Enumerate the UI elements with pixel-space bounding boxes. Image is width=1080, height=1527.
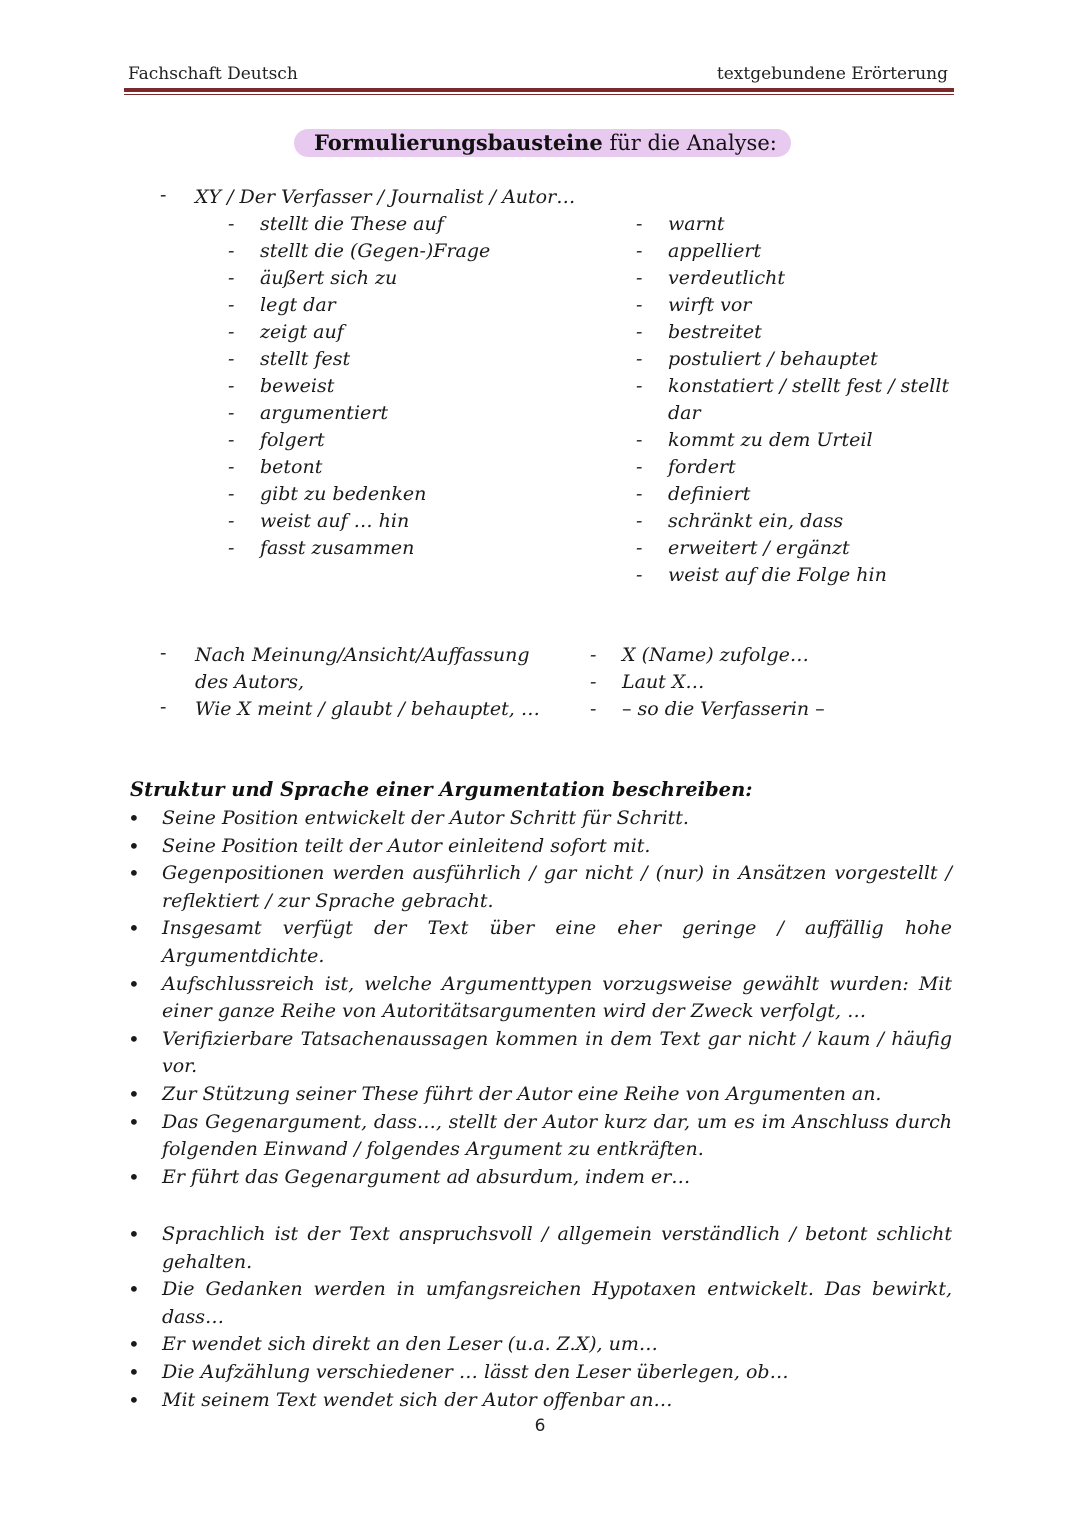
list-item-text: warnt: [668, 213, 725, 235]
list-item-text: bestreitet: [668, 321, 762, 343]
list-item: [636, 265, 949, 292]
dash-marker: -: [228, 402, 235, 424]
list-item: [228, 373, 490, 400]
list-item: [590, 669, 825, 696]
opinion-dash-1: -: [160, 642, 167, 664]
opinion-left-1a: Nach Meinung/Ansicht/Auffassung: [195, 644, 530, 666]
dash-marker: -: [636, 213, 643, 235]
header-rule: [124, 88, 954, 92]
title-rest: für die Analyse:: [602, 131, 777, 155]
opinion-left-2: Wie X meint / glaubt / behauptet, …: [195, 698, 540, 720]
list-item-text: kommt zu dem Urteil: [668, 429, 873, 451]
dash-marker: -: [228, 321, 235, 343]
page-number: 6: [534, 1416, 546, 1436]
dash-marker: -: [636, 375, 643, 397]
dash-marker: -: [636, 564, 643, 586]
dash-marker: -: [636, 240, 643, 262]
list-item: [636, 292, 949, 319]
list-item-text: fordert: [668, 456, 736, 478]
dash-marker: -: [636, 348, 643, 370]
page-title: [294, 129, 791, 157]
list-item-text: fasst zusammen: [260, 537, 415, 559]
list-item-text: postuliert / behauptet: [668, 348, 878, 370]
list-item-text: legt dar: [260, 294, 336, 316]
structure-list-2: [130, 1221, 952, 1414]
list-item-text: weist auf die Folge hin: [668, 564, 887, 586]
list-item-text: stellt die (Gegen-)Frage: [260, 240, 491, 262]
list-item-text: zeigt auf: [260, 321, 344, 343]
list-item: [636, 508, 949, 535]
bullet-item: • Er führt das Gegenargument ad absurdum, indem er…: [130, 1164, 952, 1192]
dash-marker: -: [636, 537, 643, 559]
list-item: [636, 346, 949, 373]
dash-marker: -: [228, 213, 235, 235]
bullet-item: • Mit seinem Text wendet sich der Autor offenbar an…: [130, 1387, 952, 1415]
list-item: [636, 562, 949, 589]
bullet-item: • Verifizierbare Tatsachenaussagen kommen in dem Text gar nicht / kaum / häufig vor.: [130, 1026, 952, 1081]
list-item: [228, 211, 490, 238]
list-item: [636, 481, 949, 508]
opinion-right-list: [590, 642, 825, 723]
bullet-item: • Sprachlich ist der Text anspruchsvoll / allgemein verständlich / betont schlicht gehalten.: [130, 1221, 952, 1276]
header-topic: textgebundene Erörterung: [716, 64, 948, 84]
list-item: [228, 454, 490, 481]
dash-marker: -: [228, 483, 235, 505]
list-item-text: gibt zu bedenken: [260, 483, 427, 505]
list-item-text: definiert: [668, 483, 751, 505]
dash-marker: -: [228, 456, 235, 478]
list-item: [636, 427, 949, 454]
list-item: [228, 265, 490, 292]
bullet-item: • Das Gegenargument, dass…, stellt der Autor kurz dar, um es im Anschluss durch folgenden Einwand / folgendes Argument zu entkräften.: [130, 1109, 952, 1164]
dash-marker: -: [636, 483, 643, 505]
list-item-text: erweitert / ergänzt: [668, 537, 850, 559]
header-subject: Fachschaft Deutsch: [128, 64, 298, 84]
list-item-text: konstatiert / stellt fest / stellt: [668, 375, 950, 397]
title-bold: Formulierungsbausteine: [314, 130, 603, 155]
continuation-text: dar: [668, 402, 701, 424]
list-item: [228, 508, 490, 535]
list-item-text: argumentiert: [260, 402, 388, 424]
dash-marker: -: [590, 644, 597, 666]
list-item: [228, 346, 490, 373]
list-item-text: betont: [260, 456, 323, 478]
list-item: [590, 642, 825, 669]
dash-marker: -: [228, 375, 235, 397]
bullet-item: • Zur Stützung seiner These führt der Autor eine Reihe von Argumenten an.: [130, 1081, 952, 1109]
dash-marker: -: [228, 510, 235, 532]
list-item: [228, 238, 491, 265]
list-item: [636, 211, 949, 238]
bullet-item: • Seine Position teilt der Autor einleitend sofort mit.: [130, 833, 952, 861]
list-item-text: Laut X…: [622, 671, 705, 693]
list-item-text: verdeutlicht: [668, 267, 786, 289]
header-rule-thin: [124, 94, 954, 95]
list-item: [590, 696, 825, 723]
bullet-item: • Er wendet sich direkt an den Leser (u.a. Z.X), um…: [130, 1331, 952, 1359]
list-item: [636, 535, 949, 562]
dash-marker: -: [228, 240, 235, 262]
list-item: [228, 481, 490, 508]
intro-dash: -: [160, 184, 167, 206]
dash-marker: -: [228, 267, 235, 289]
opinion-dash-2: -: [160, 696, 167, 718]
list-item: [636, 373, 950, 400]
opinion-left-1b: des Autors,: [195, 671, 305, 693]
list-item-text: wirft vor: [668, 294, 752, 316]
dash-marker: -: [636, 321, 643, 343]
dash-marker: -: [228, 348, 235, 370]
structure-heading: Struktur und Sprache einer Argumentation beschreiben:: [130, 778, 753, 801]
dash-marker: -: [590, 671, 597, 693]
bullet-item: • Die Gedanken werden in umfangsreichen Hypotaxen entwickelt. Das bewirkt, dass…: [130, 1276, 952, 1331]
list-item-text: folgert: [260, 429, 325, 451]
dash-marker: -: [228, 537, 235, 559]
dash-marker: -: [228, 294, 235, 316]
bullet-item: • Insgesamt verfügt der Text über eine eher geringe / auffällig hohe Argumentdichte.: [130, 915, 952, 970]
dash-marker: -: [636, 294, 643, 316]
list-item: [228, 292, 490, 319]
structure-list-1: [130, 805, 952, 1191]
dash-marker: -: [636, 267, 643, 289]
list-item-text: stellt die These auf: [260, 213, 444, 235]
verbs-intro: XY / Der Verfasser / Journalist / Autor…: [195, 186, 576, 208]
list-item-text: – so die Verfasserin –: [622, 698, 825, 720]
dash-marker: -: [636, 456, 643, 478]
verbs-left-list: [228, 211, 491, 562]
dash-marker: -: [636, 510, 643, 532]
list-item: [636, 454, 949, 481]
list-item: [228, 400, 490, 427]
dash-marker: -: [590, 698, 597, 720]
list-item: [228, 535, 490, 562]
list-item-text: äußert sich zu: [260, 267, 398, 289]
list-item-text: weist auf … hin: [260, 510, 410, 532]
list-item: [636, 238, 949, 265]
list-item-continuation: [668, 400, 949, 427]
list-item: [636, 319, 949, 346]
verbs-right-list: [636, 211, 950, 589]
list-item: [228, 427, 490, 454]
list-item-text: stellt fest: [260, 348, 351, 370]
list-item: [228, 319, 490, 346]
dash-marker: -: [228, 429, 235, 451]
bullet-item: • Aufschlussreich ist, welche Argumenttypen vorzugsweise gewählt wurden: Mit einer ganze Reihe von Autoritätsargumenten wird der Zweck verfolgt, …: [130, 971, 952, 1026]
dash-marker: -: [636, 429, 643, 451]
bullet-item: • Die Aufzählung verschiedener … lässt den Leser überlegen, ob…: [130, 1359, 952, 1387]
list-item-text: beweist: [260, 375, 335, 397]
list-item-text: X (Name) zufolge…: [622, 644, 809, 666]
list-item-text: schränkt ein, dass: [668, 510, 844, 532]
list-item-text: appelliert: [668, 240, 762, 262]
bullet-item: • Seine Position entwickelt der Autor Schritt für Schritt.: [130, 805, 952, 833]
bullet-item: • Gegenpositionen werden ausführlich / gar nicht / (nur) in Ansätzen vorgestellt / reflektiert / zur Sprache gebracht.: [130, 860, 952, 915]
